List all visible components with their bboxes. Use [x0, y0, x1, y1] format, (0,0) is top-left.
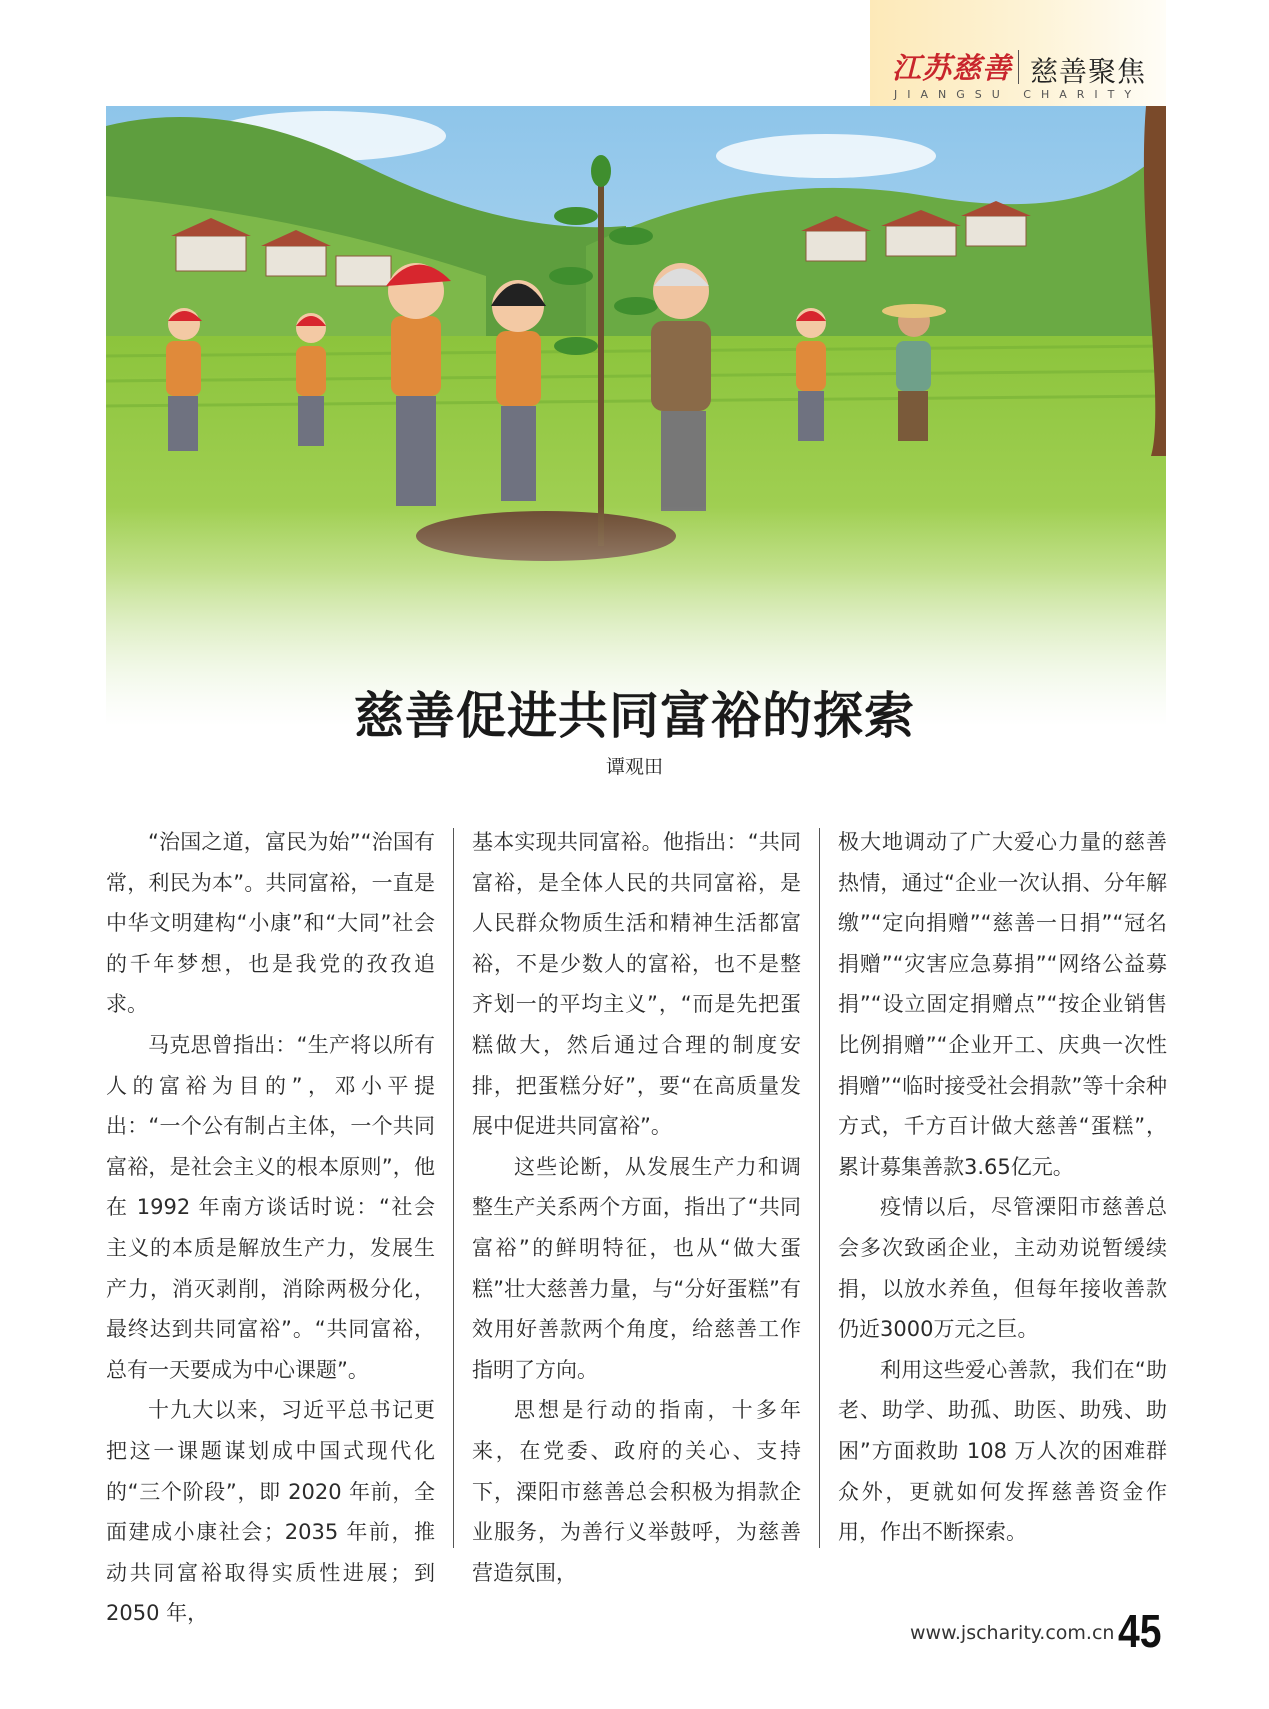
article-title: 慈善促进共同富裕的探索 [354, 686, 915, 745]
paragraph: 疫情以后，尽管溧阳市慈善总会多次致函企业，主动劝说暂缓续捐，以放水养鱼，但每年接收善款仍近3000万元之巨。 [838, 1195, 1167, 1342]
header-banner [870, 0, 1166, 106]
page-number: 45 [1118, 1605, 1162, 1657]
paragraph: “治国之道，富民为始”“治国有常，利民为本”。共同富裕，一直是中华文明建构“小康”和“大同”社会的千年梦想，也是我党的孜孜追求。 [106, 830, 435, 1017]
magazine-logo-english: JIANGSU CHARITY [894, 88, 1142, 101]
website-url: www.jscharity.com.cn [910, 1622, 1115, 1644]
article-column-3 [838, 822, 1167, 1553]
column-divider [819, 828, 820, 1548]
section-name: 慈善聚焦 [1030, 55, 1147, 88]
header-divider [1018, 50, 1019, 84]
paragraph: 思想是行动的指南，十多年来，在党委、政府的关心、支持下，溧阳市慈善总会积极为捐款企业服务，为善行义举鼓呼，为慈善营造氛围， [472, 1398, 801, 1585]
article-column-1 [106, 822, 435, 1634]
paragraph: 十九大以来，习近平总书记更把这一课题谋划成中国式现代化的“三个阶段”，即 2020 年前，全面建成小康社会；2035 年前，推动共同富裕取得实质性进展；到 2050 年， [106, 1398, 435, 1626]
paragraph: 基本实现共同富裕。他指出：“共同富裕，是全体人民的共同富裕，是人民群众物质生活和精神生活都富裕，不是少数人的富裕，也不是整齐划一的平均主义”，“而是先把蛋糕做大，然后通过合理的制度安排，把蛋糕分好”，要“在高质量发展中促进共同富裕”。 [472, 830, 801, 1139]
paragraph: 利用这些爱心善款，我们在“助老、助学、助孤、助医、助残、助困”方面救助 108 万人次的困难群众外，更就如何发挥慈善资金作用，作出不断探索。 [838, 1357, 1167, 1545]
hero-illustration [106, 106, 1166, 726]
paragraph: 马克思曾指出：“生产将以所有人的富裕为目的”，邓小平提出：“一个公有制占主体，一个共同富裕，是社会主义的根本原则”，他在 1992 年南方谈话时说：“社会主义的本质是解放生产力，发展生产力，消灭剥削，消除两极分化，最终达到共同富裕”。“共同富裕，总有一天要成为中心课题”。 [106, 1032, 435, 1382]
article-column-2 [472, 822, 801, 1593]
column-divider [453, 828, 454, 1548]
paragraph: 极大地调动了广大爱心力量的慈善热情，通过“企业一次认捐、分年解缴”“定向捐赠”“慈善一日捐”“冠名捐赠”“灾害应急募捐”“网络公益募捐”“设立固定捐赠点”“按企业销售比例捐赠”“企业开工、庆典一次性捐赠”“临时接受社会捐款”等十余种方式，千方百计做大慈善“蛋糕”，累计募集善款3.65亿元。 [838, 830, 1167, 1179]
article-author: 谭观田 [605, 756, 663, 778]
paragraph: 这些论断，从发展生产力和调整生产关系两个方面，指出了“共同富裕”的鲜明特征，也从“做大蛋糕”壮大慈善力量，与“分好蛋糕”有效用好善款两个角度，给慈善工作指明了方向。 [472, 1154, 801, 1382]
magazine-logo: 江苏慈善 [892, 51, 1013, 85]
